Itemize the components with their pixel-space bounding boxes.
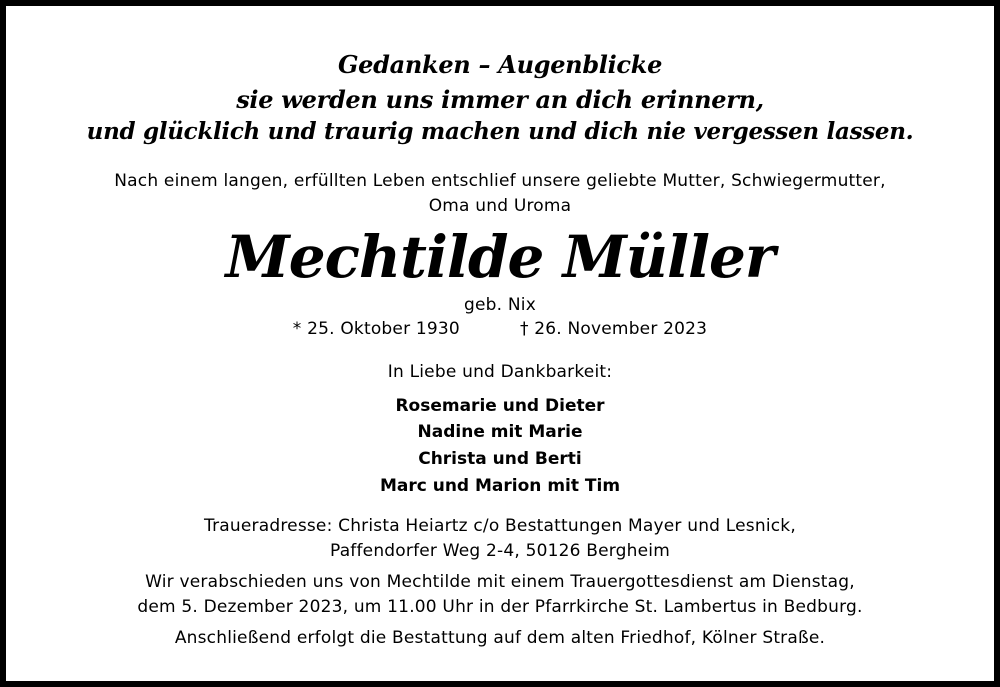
life-dates bbox=[12, 319, 988, 339]
death-date: † 26. November 2023 bbox=[519, 319, 708, 339]
poem-line-2: sie werden uns immer an dich erinnern, bbox=[236, 85, 764, 114]
mourner-name: Marc und Marion mit Tim bbox=[379, 476, 621, 496]
service-line-1: Wir verabschieden uns von Mechtilde mit einem Trauergottesdienst am Dienstag, bbox=[145, 572, 855, 592]
intro-line-1: Nach einem langen, erfüllten Leben entschlief unsere geliebte Mutter, Schwiegermutter, bbox=[114, 171, 886, 191]
birth-date: * 25. Oktober 1930 bbox=[292, 319, 460, 339]
poem-line-3: und glücklich und traurig machen und dich nie vergessen lassen. bbox=[86, 118, 914, 145]
service-line-2: dem 5. Dezember 2023, um 11.00 Uhr in der Pfarrkirche St. Lambertus in Bedburg. bbox=[137, 597, 863, 617]
burial-line: Anschließend erfolgt die Bestattung auf dem alten Friedhof, Kölner Straße. bbox=[174, 628, 826, 648]
mourners-intro: In Liebe und Dankbarkeit: bbox=[387, 362, 613, 382]
address-line-2: Paffendorfer Weg 2-4, 50126 Bergheim bbox=[330, 541, 670, 561]
address-line-1: Traueradresse: Christa Heiartz c/o Bestattungen Mayer und Lesnick, bbox=[204, 516, 796, 536]
mourner-name: Christa und Berti bbox=[418, 449, 582, 469]
poem-line-1: Gedanken – Augenblicke bbox=[337, 50, 663, 79]
mourner-name: Nadine mit Marie bbox=[417, 422, 583, 442]
intro-line-2: Oma und Uroma bbox=[428, 196, 572, 216]
deceased-name: Mechtilde Müller bbox=[225, 223, 775, 291]
maiden-name: geb. Nix bbox=[464, 295, 536, 315]
mourner-name: Rosemarie und Dieter bbox=[395, 396, 605, 416]
